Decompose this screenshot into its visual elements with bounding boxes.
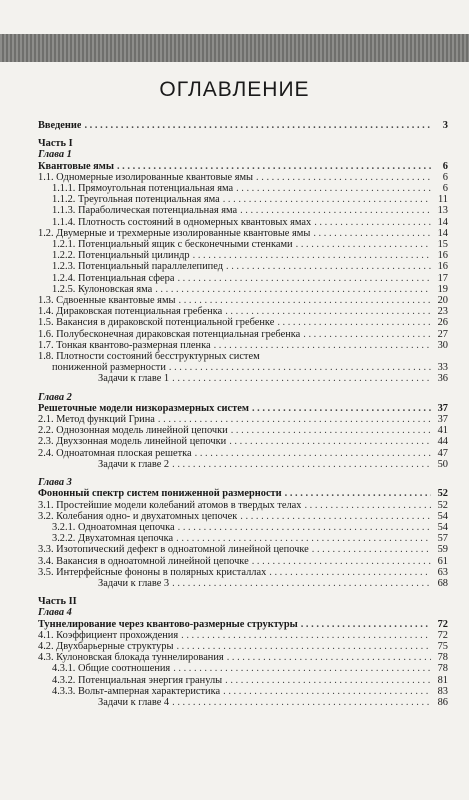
toc-entry[interactable] — [38, 488, 448, 499]
toc-entry-title: 1.1.3. Параболическая потенциальная яма — [52, 205, 238, 217]
toc-page-number: 52 — [437, 499, 448, 511]
toc-entry[interactable] — [38, 172, 448, 183]
toc-page-number: 15 — [437, 239, 448, 251]
toc-page-number: 50 — [437, 458, 448, 470]
toc-entry-title: 2.4. Одноатомная плоская решетка — [38, 447, 192, 459]
toc-page-number: 54 — [437, 521, 448, 533]
toc-entry[interactable] — [38, 183, 448, 194]
part-heading: Часть I — [38, 138, 73, 150]
dot-leader — [225, 306, 431, 317]
section-gap — [38, 131, 448, 138]
toc-entry[interactable] — [38, 567, 448, 578]
toc-entry-title: 4.1. Коэффициент прохождения — [38, 629, 179, 641]
page-title: ОГЛАВЛЕНИЕ — [159, 78, 310, 101]
toc-entry-title: Туннелирование через квантово-размерные структуры — [38, 618, 298, 630]
dot-leader — [240, 511, 431, 522]
toc-entry[interactable] — [38, 239, 448, 250]
toc-entry-title: Задачи к главе 2 — [98, 458, 170, 470]
toc-entry-title: 1.1. Одномерные изолированные квантовые ямы — [38, 171, 254, 183]
toc-entry-title: 1.8. Плотности состояний бесструктурных систем — [38, 351, 260, 363]
toc-entry[interactable] — [38, 522, 448, 533]
toc-entry-title: Фононный спектр систем пониженной размерности — [38, 488, 282, 500]
toc-page-number: 75 — [437, 640, 448, 652]
dot-leader — [169, 362, 431, 373]
toc-entry-title: 1.6. Полубесконечная дираковская потенциальная гребенка — [38, 328, 301, 340]
toc-entry-title: Введение — [38, 120, 82, 131]
toc-entry[interactable] — [38, 425, 448, 436]
dot-leader — [240, 205, 431, 216]
dot-leader — [155, 284, 431, 295]
toc-page-number: 86 — [437, 696, 448, 708]
toc-entry[interactable] — [38, 500, 448, 511]
table-of-contents — [38, 120, 448, 708]
dot-leader — [314, 217, 431, 228]
toc-entry[interactable] — [38, 373, 448, 384]
toc-entry-title: 1.7. Тонкая квантово-размерная пленка — [38, 339, 211, 351]
toc-entry-title: пониженной размерности — [52, 362, 166, 374]
toc-entry[interactable] — [38, 403, 448, 414]
dot-leader — [301, 619, 431, 630]
toc-entry-title: 1.1.4. Плотность состояний в одномерных квантовых ямах — [52, 216, 312, 228]
dot-leader — [231, 425, 431, 436]
dot-leader — [172, 578, 431, 589]
toc-page-number: 83 — [437, 685, 448, 697]
toc-entry[interactable] — [38, 228, 448, 239]
dot-leader — [229, 436, 431, 447]
toc-entry-title: 1.4. Дираковская потенциальная гребенка — [38, 306, 223, 318]
toc-page-number: 16 — [437, 261, 448, 273]
toc-entry[interactable] — [38, 284, 448, 295]
dot-leader — [172, 459, 431, 470]
dot-leader — [181, 630, 431, 641]
toc-page-number: 47 — [437, 447, 448, 459]
toc-entry-title: 2.2. Однозонная модель линейной цепочки — [38, 425, 228, 437]
toc-entry-title: 1.2.3. Потенциальный параллелепипед — [52, 261, 223, 273]
toc-entry[interactable] — [38, 511, 448, 522]
toc-page-number: 16 — [437, 250, 448, 262]
dot-leader — [158, 414, 431, 425]
dot-leader — [303, 329, 431, 340]
toc-entry-title: 1.2.2. Потенциальный цилиндр — [52, 250, 190, 262]
dot-leader — [304, 500, 431, 511]
toc-entry[interactable] — [38, 362, 448, 373]
toc-entry-title: 4.3.2. Потенциальная энергия гранулы — [52, 674, 223, 686]
toc-page-number: 63 — [437, 566, 448, 578]
toc-entry-title: 1.2.5. Кулоновская яма — [52, 283, 153, 295]
toc-entry[interactable] — [38, 619, 448, 630]
toc-entry[interactable] — [38, 675, 448, 686]
toc-entry-title: Задачи к главе 3 — [98, 577, 170, 589]
toc-entry[interactable] — [38, 351, 448, 362]
toc-entry[interactable] — [38, 317, 448, 328]
toc-entry[interactable] — [38, 459, 448, 470]
toc-entry[interactable] — [38, 641, 448, 652]
toc-page-number: 6 — [442, 160, 448, 172]
toc-entry-title: 1.2. Двумерные и трехмерные изолированные квантовые ямы — [38, 227, 311, 239]
toc-entry[interactable] — [38, 295, 448, 306]
toc-page-number: 41 — [437, 425, 448, 437]
toc-page-number: 30 — [437, 339, 448, 351]
dot-leader — [223, 194, 431, 205]
toc-page-number: 3 — [442, 120, 448, 131]
toc-entry-title: 4.3. Кулоновская блокада туннелирования — [38, 652, 224, 664]
toc-page-number: 44 — [437, 436, 448, 448]
toc-entry[interactable] — [38, 663, 448, 674]
toc-page-number: 78 — [437, 652, 448, 664]
toc-page-number: 54 — [437, 510, 448, 522]
toc-page-number: 13 — [437, 205, 448, 217]
toc-entry-title: 3.2.2. Двухатомная цепочка — [52, 533, 174, 545]
section-gap — [38, 385, 448, 392]
toc-page-number: 6 — [442, 171, 448, 183]
part-heading: Часть II — [38, 596, 77, 608]
toc-entry[interactable] — [38, 436, 448, 447]
section-gap — [38, 589, 448, 596]
dot-leader — [227, 652, 431, 663]
dot-leader — [225, 675, 431, 686]
toc-page-number: 57 — [437, 533, 448, 545]
toc-entry-title: 1.3. Сдвоенные квантовые ямы — [38, 295, 176, 307]
dot-leader — [117, 161, 431, 172]
toc-page-number: 78 — [437, 663, 448, 675]
toc-page-number: 81 — [437, 674, 448, 686]
toc-entry[interactable] — [38, 414, 448, 425]
dot-leader — [269, 567, 431, 578]
dot-leader — [256, 172, 431, 183]
toc-entry[interactable] — [38, 217, 448, 228]
toc-page-number: 14 — [437, 227, 448, 239]
toc-entry-title: 1.5. Вакансия в дираковской потенциальной гребенке — [38, 317, 275, 329]
toc-page-number: 17 — [437, 272, 448, 284]
toc-page-number: 36 — [437, 373, 448, 385]
toc-page-number: 72 — [437, 618, 448, 630]
dot-leader — [179, 295, 431, 306]
toc-entry[interactable] — [38, 250, 448, 261]
toc-entry[interactable] — [38, 697, 448, 708]
dot-leader — [223, 686, 431, 697]
dot-leader — [277, 317, 431, 328]
toc-page-number: 33 — [437, 362, 448, 374]
chapter-heading: Глава 3 — [38, 477, 72, 489]
dot-leader — [226, 261, 431, 272]
toc-entry-title: Решеточные модели низкоразмерных систем — [38, 402, 249, 414]
toc-entry-title: 3.4. Вакансия в одноатомной линейной цепочке — [38, 555, 249, 567]
toc-page-number: 26 — [437, 317, 448, 329]
header-band — [0, 34, 469, 62]
toc-entry-title: 3.2. Колебания одно- и двухатомных цепочек — [38, 510, 238, 522]
toc-entry-title: 1.1.2. Треугольная потенциальная яма — [52, 194, 220, 206]
dot-leader — [313, 228, 431, 239]
dot-leader — [173, 663, 431, 674]
toc-page-number: 6 — [442, 183, 448, 195]
dot-leader — [178, 522, 431, 533]
dot-leader — [312, 544, 431, 555]
toc-entry[interactable] — [38, 161, 448, 172]
dot-leader — [172, 373, 431, 384]
toc-page-number: 14 — [437, 216, 448, 228]
chapter-heading: Глава 2 — [38, 391, 72, 403]
toc-page-number: 68 — [437, 577, 448, 589]
toc-page-number: 37 — [437, 414, 448, 426]
dot-leader — [172, 697, 431, 708]
toc-page-number: 59 — [437, 544, 448, 556]
toc-entry[interactable] — [38, 120, 448, 131]
toc-entry[interactable] — [38, 544, 448, 555]
toc-entry[interactable] — [38, 273, 448, 284]
toc-entry[interactable] — [38, 448, 448, 459]
toc-entry-title: 1.2.4. Потенциальная сфера — [52, 272, 175, 284]
toc-entry[interactable] — [38, 556, 448, 567]
toc-page-number: 11 — [437, 194, 448, 206]
dot-leader — [176, 533, 431, 544]
toc-page-number: 27 — [437, 328, 448, 340]
chapter-heading: Глава 4 — [38, 607, 72, 619]
toc-entry[interactable] — [38, 652, 448, 663]
toc-entry-title: Квантовые ямы — [38, 160, 114, 172]
dot-leader — [252, 403, 431, 414]
toc-entry[interactable] — [38, 329, 448, 340]
dot-leader — [236, 183, 431, 194]
toc-page-number: 23 — [437, 306, 448, 318]
toc-entry-title: 4.3.3. Вольт-амперная характеристика — [52, 685, 221, 697]
toc-page-number: 37 — [437, 402, 448, 414]
toc-entry[interactable] — [38, 306, 448, 317]
toc-entry-title: 3.5. Интерфейсные фононы в полярных кристаллах — [38, 566, 267, 578]
dot-leader — [84, 120, 431, 131]
toc-entry[interactable] — [38, 194, 448, 205]
toc-page-number: 52 — [437, 488, 448, 500]
toc-page-number: 19 — [437, 283, 448, 295]
dot-leader — [214, 340, 431, 351]
toc-entry-title: 4.3.1. Общие соотношения — [52, 663, 171, 675]
toc-entry-title: 2.1. Метод функций Грина — [38, 414, 155, 426]
toc-entry[interactable] — [38, 205, 448, 216]
toc-entry-title: Задачи к главе 1 — [98, 373, 170, 385]
toc-page-number: 72 — [437, 629, 448, 641]
toc-page-number: 20 — [437, 295, 448, 307]
toc-entry[interactable] — [38, 686, 448, 697]
section-gap — [38, 470, 448, 477]
toc-entry-title: 2.3. Двухзонная модель линейной цепочки — [38, 436, 227, 448]
chapter-heading: Глава 1 — [38, 149, 72, 161]
toc-entry-title: 3.1. Простейшие модели колебаний атомов в твердых телах — [38, 499, 302, 511]
toc-entry-title: Задачи к главе 4 — [98, 696, 170, 708]
dot-leader — [193, 250, 431, 261]
dot-leader — [285, 488, 431, 499]
dot-leader — [296, 239, 431, 250]
toc-entry-title: 4.2. Двухбарьерные структуры — [38, 640, 174, 652]
toc-entry[interactable] — [38, 533, 448, 544]
toc-entry[interactable] — [38, 340, 448, 351]
toc-entry-title: 3.2.1. Одноатомная цепочка — [52, 521, 175, 533]
dot-leader — [195, 448, 431, 459]
toc-entry[interactable] — [38, 630, 448, 641]
toc-entry-title: 3.3. Изотопический дефект в одноатомной линейной цепочке — [38, 544, 309, 556]
toc-entry[interactable] — [38, 578, 448, 589]
dot-leader — [176, 641, 431, 652]
dot-leader — [252, 556, 431, 567]
toc-page-number: 61 — [437, 555, 448, 567]
toc-entry-title: 1.2.1. Потенциальный ящик с бесконечными стенками — [52, 239, 293, 251]
toc-entry[interactable] — [38, 261, 448, 272]
toc-entry-title: 1.1.1. Прямоугольная потенциальная яма — [52, 183, 234, 195]
dot-leader — [177, 273, 431, 284]
